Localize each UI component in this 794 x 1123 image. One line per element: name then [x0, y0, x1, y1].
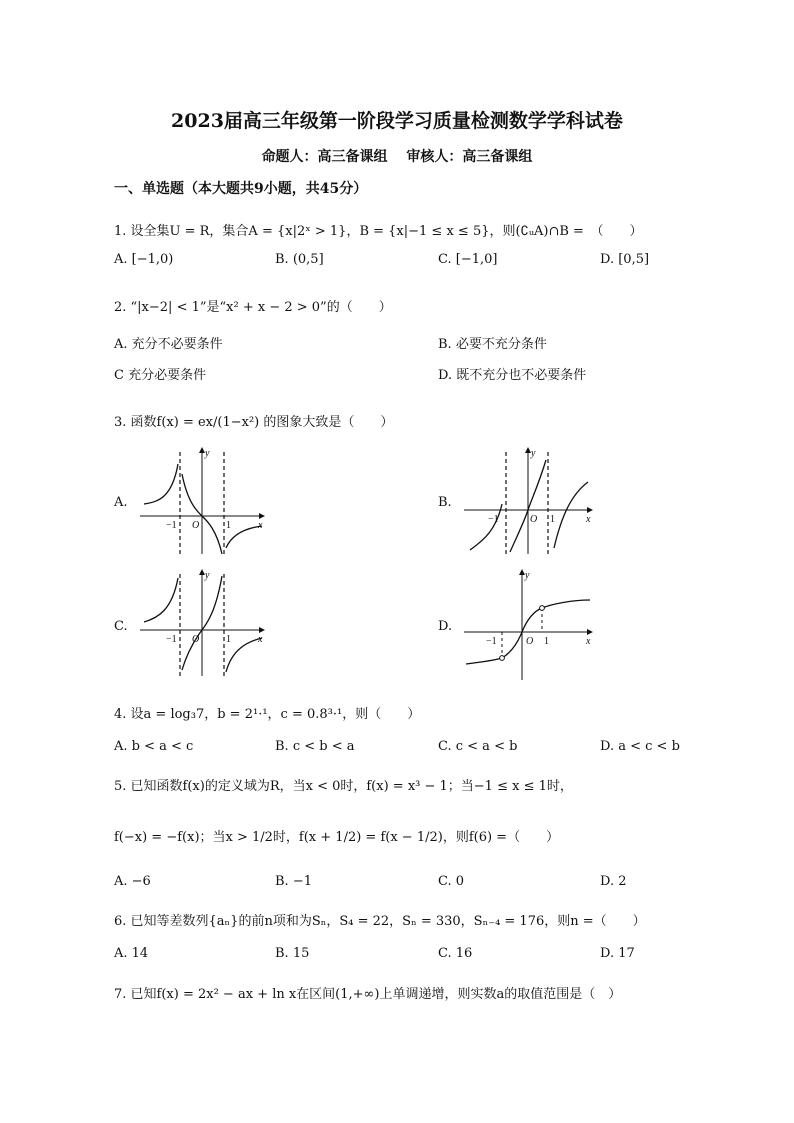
graph-a-one: 1 — [226, 520, 231, 531]
question-1-option-a: A. [−1,0) — [114, 252, 174, 267]
section-heading: 一、单选题（本大题共9小题，共45分） — [114, 181, 368, 197]
graph-c — [138, 566, 268, 678]
graph-a — [138, 444, 268, 556]
exam-title: 2023届高三年级第一阶段学习质量检测数学学科试卷 — [171, 110, 623, 132]
question-3-stem: 3. 函数f(x) = ex/(1−x²) 的图象大致是（ ） — [114, 415, 394, 430]
graph-a-neg1: −1 — [166, 520, 177, 531]
question-4-option-a: A. b < a < c — [114, 739, 194, 754]
question-2-option-b: B. 必要不充分条件 — [438, 337, 547, 352]
question-2-stem: 2. “|x−2| < 1”是“x² + x − 2 > 0”的（ ） — [114, 300, 392, 315]
question-6-option-c: C. 16 — [438, 946, 473, 961]
question-2-option-d: D. 既不充分也不必要条件 — [438, 368, 587, 383]
graph-d — [462, 566, 596, 684]
graph-b-one: 1 — [550, 514, 555, 525]
graph-c-origin: O — [192, 634, 200, 645]
graph-b-x-label: x — [586, 514, 591, 525]
question-5-option-a: A. −6 — [114, 874, 151, 889]
question-3-option-a: A. — [114, 495, 128, 510]
question-7-stem: 7. 已知f(x) = 2x² − ax + ln x在区间(1,+∞)上单调递增，则实数a的取值范围是（ ） — [114, 987, 622, 1002]
graph-c-one: 1 — [226, 634, 231, 645]
graph-a-y-label: y — [205, 448, 210, 459]
question-3-option-c: C. — [114, 619, 128, 634]
graph-d-neg1: −1 — [486, 636, 497, 647]
graph-d-x-label: x — [586, 636, 591, 647]
graph-c-x-label: x — [258, 634, 263, 645]
question-4-option-b: B. c < b < a — [275, 739, 355, 754]
question-4-option-c: C. c < a < b — [438, 739, 518, 754]
graph-a-x-label: x — [258, 520, 263, 531]
question-1-option-d: D. [0,5] — [600, 252, 650, 267]
graph-b-neg1: −1 — [488, 514, 499, 525]
question-1-option-c: C. [−1,0] — [438, 252, 498, 267]
question-5-stem: 5. 已知函数f(x)的定义域为R，当x < 0时，f(x) = x³ − 1；当−1 ≤ x ≤ 1时， — [114, 779, 573, 794]
graph-c-neg1: −1 — [166, 634, 177, 645]
question-4-option-d: D. a < c < b — [600, 739, 680, 754]
graph-c-y-label: y — [205, 570, 210, 581]
question-1-stem: 1. 设全集U = R，集合A = {x|2ˣ > 1}，B = {x|−1 ≤ x ≤ 5}，则(∁ᵤA)∩B = （ ） — [114, 224, 643, 239]
question-4-stem: 4. 设a = log₃7，b = 2¹·¹，c = 0.8³·¹，则（ ） — [114, 707, 421, 722]
question-2-option-a: A. 充分不必要条件 — [114, 337, 223, 352]
question-2-option-c: C 充分必要条件 — [114, 368, 207, 383]
question-6-option-a: A. 14 — [114, 946, 149, 961]
question-5-option-b: B. −1 — [275, 874, 312, 889]
graph-d-origin: O — [526, 636, 534, 647]
graph-a-origin: O — [192, 520, 200, 531]
question-5-option-d: D. 2 — [600, 874, 627, 889]
graph-d-y-label: y — [525, 570, 530, 581]
question-6-option-b: B. 15 — [275, 946, 310, 961]
question-1-option-b: B. (0,5] — [275, 252, 324, 267]
graph-b — [462, 444, 596, 556]
question-3-option-d: D. — [438, 619, 453, 634]
graph-b-origin: O — [530, 514, 538, 525]
question-5-stem-cont: f(−x) = −f(x)；当x > 1/2时，f(x + 1/2) = f(x − 1/2)，则f(6) =（ ） — [114, 830, 560, 845]
graph-d-one: 1 — [544, 636, 549, 647]
graph-b-y-label: y — [531, 448, 536, 459]
question-5-option-c: C. 0 — [438, 874, 465, 889]
question-3-option-b: B. — [438, 495, 452, 510]
question-6-option-d: D. 17 — [600, 946, 635, 961]
exam-subtitle: 命题人：高三备课组 审核人：高三备课组 — [261, 149, 533, 165]
question-6-stem: 6. 已知等差数列{aₙ}的前n项和为Sₙ，S₄ = 22，Sₙ = 330，Sₙ₋₄ = 176，则n =（ ） — [114, 914, 646, 929]
